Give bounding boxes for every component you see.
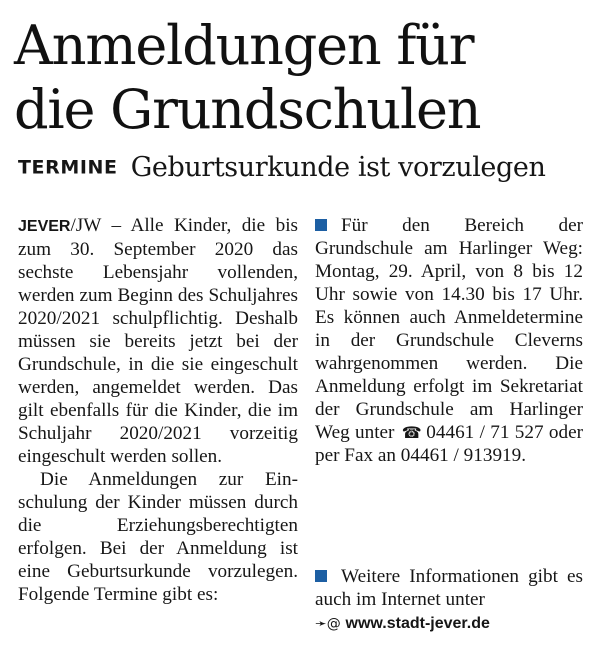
paragraph-1-text: – Alle Kinder, die bis zum 30. September 2020 das sechste Lebensjahr vollenden, werden zum Beginn des Schuljahres 2020/2021 schulpflichtig. Deshalb müssen sie bereits jetzt bei der Grundschule, in die sie eingeschult werden, angemeldet werden. Das gilt ebenfalls für die Kinder, die im Schuljahr 2020/2021 vorzeitig eingeschult werden sollen. <box>18 215 298 467</box>
square-bullet-icon <box>315 570 327 582</box>
telephone-icon: ☎ <box>401 423 423 442</box>
info-text: Weitere Informationen gibt es auch im Internet unter <box>315 566 583 610</box>
article-paragraph-1 <box>18 214 298 468</box>
dateline-agency: /JW <box>70 215 102 236</box>
info-paragraph <box>315 565 583 611</box>
square-bullet-icon <box>315 219 327 231</box>
schedule-text: Für den Bereich der Grundschule am Harlinger Weg: Montag, 29. April, von 8 bis 12 Uhr sowie von 14.30 bis 17 Uhr. Es können auch Anmeldetermine in der Grundschule Cleverns wahrgenommen werden. Die Anmeldung erfolgt im Sekretariat der Grundschule am Harlinger Weg unter <box>315 215 583 443</box>
fax-text: oder per Fax an 04461 / 913919. <box>315 422 584 466</box>
arrow-at-icon: ➛@ <box>315 616 341 632</box>
headline-line-1: Anmeldungen für <box>14 14 474 77</box>
subheading-kicker: TERMINE <box>18 156 118 179</box>
website-link[interactable]: www.stadt-jever.de <box>345 615 490 632</box>
url-line <box>315 611 583 636</box>
headline-line-2: die Grundschulen <box>14 78 481 141</box>
phone-number: 04461 / 71 527 <box>426 422 544 443</box>
article-column-left <box>18 214 298 606</box>
info-block <box>315 565 583 636</box>
subheading <box>18 152 598 183</box>
article-paragraph-2: Die Anmeldungen zur Einschulung der Kinder müssen durch die Erziehungsberechtigten erfolgen. Bei der Anmeldung ist eine Geburtsurkunde vorzulegen. Folgende Termine gibt es: <box>18 469 298 605</box>
schedule-block <box>315 214 583 467</box>
headline <box>14 14 594 142</box>
article-column-right <box>315 214 583 467</box>
dateline-place: JEVER <box>18 218 71 235</box>
subheading-text: Geburtsurkunde ist vorzulegen <box>130 152 546 183</box>
